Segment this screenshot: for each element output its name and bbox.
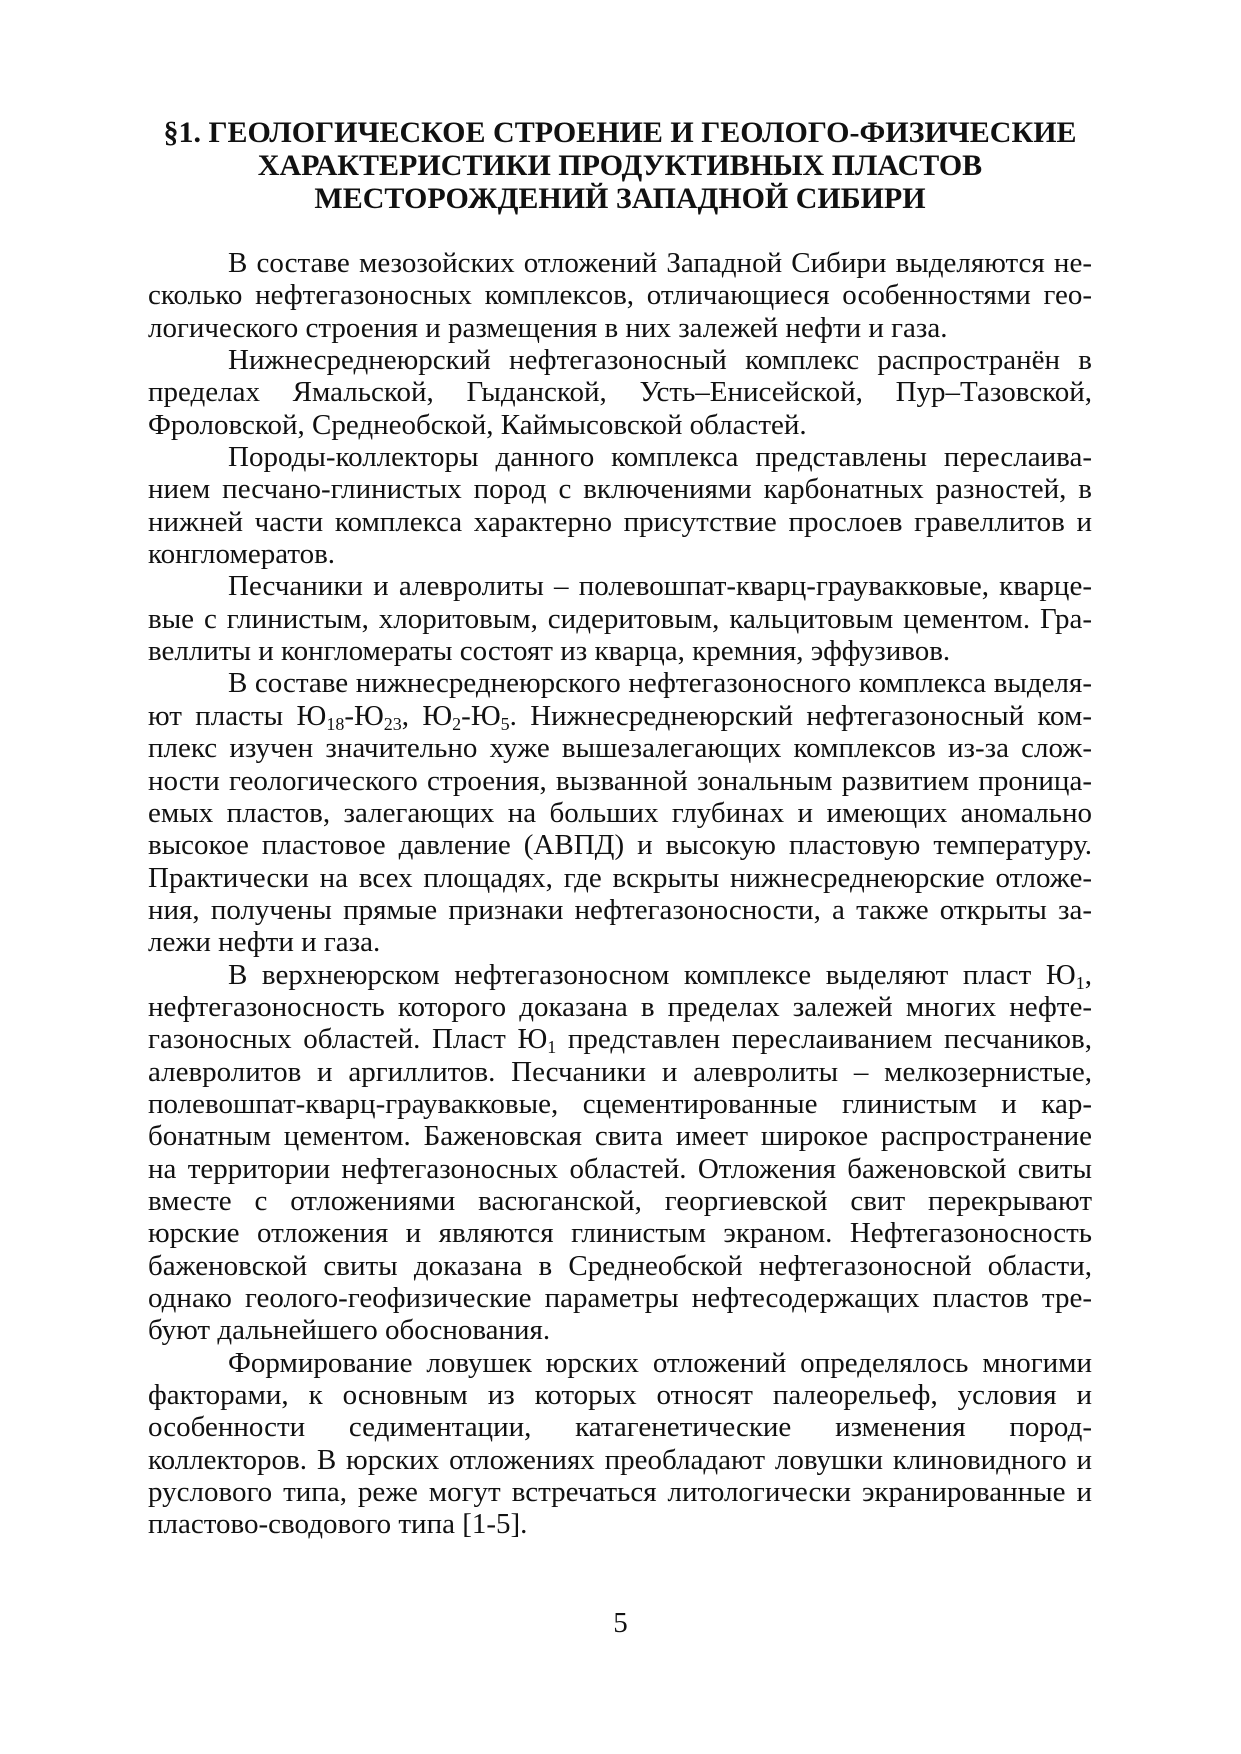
paragraph-layers-u18-u5 xyxy=(148,667,1092,958)
text-run: . Нижнесреднеюрский нефтегазоносный комплекс изучен значительно хуже вышезалегающих комплексов из-за сложности геологического строения, вызванной зональным развитием проницаемых пластов, залегающих на больших глубинах и имеющих аномально высокое пластовое давление (АВПД) и высокую пластовую температуру. Практически на всех площадях, где вскрыты нижнесреднеюрские отложения, получены прямые признаки нефтегазоносности, а также открыты залежи нефти и газа. xyxy=(148,699,1093,959)
paragraph-upper-jurassic xyxy=(148,959,1092,1347)
heading-line: ХАРАКТЕРИСТИКИ ПРОДУКТИВНЫХ ПЛАСТОВ xyxy=(257,149,983,182)
text-run: В составе нижнесреднеюрского нефтегазоносного комплекса выделяют пласты Ю xyxy=(148,667,1092,732)
subscript: 1 xyxy=(1075,972,1085,993)
text-run: -Ю xyxy=(344,699,384,732)
paragraph-reservoir-rocks: Породы-коллекторы данного комплекса представлены переслаиванием песчано-глинистых пород с включениями карбонатных разностей, в нижней части комплекса характерно присутствие прослоев гравеллитов и конгломератов. xyxy=(148,441,1092,571)
text-run: , Ю xyxy=(401,699,453,732)
subscript: 2 xyxy=(452,713,462,734)
text-run: -Ю xyxy=(461,699,501,732)
page-number: 5 xyxy=(613,1607,628,1639)
paragraph-mesozoic-complexes: В составе мезозойских отложений Западной Сибири выделяются несколько нефтегазоносных комплексов, отличающиеся особенностями геологического строения и размещения в них залежей нефти и газа. xyxy=(148,247,1092,344)
text-run: представлен переслаиванием песчаников, алевролитов и аргиллитов. Песчаники и алевролиты – мелкозернистые, полевошпат-кварц-граувакковые, сцементированные глинистым и карбонатным цементом. Баженовская свита имеет широкое распространение на территории нефтегазоносных областей. Отложения баженовской свиты вместе с отложениями васюганской, георгиевской свит перекрывают юрские отложения и являются глинистым экраном. Нефтегазоносность баженовской свиты доказана в Среднеобской нефтегазоносной области, однако геолого-геофизические параметры нефтесодержащих пластов требуют дальнейшего обоснования. xyxy=(148,1023,1092,1347)
paragraph-sandstones: Песчаники и алевролиты – полевошпат-кварц-граувакковые, кварцевые с глинистым, хлоритовым, сидеритовым, кальцитовым цементом. Гравеллиты и конгломераты состоят из кварца, кремния, эффузивов. xyxy=(148,570,1092,668)
heading-line: МЕСТОРОЖДЕНИЙ ЗАПАДНОЙ СИБИРИ xyxy=(314,182,926,215)
text-run: В верхнеюрском нефтегазоносном комплексе выделяют пласт Ю xyxy=(228,958,1076,991)
heading-line: §1. ГЕОЛОГИЧЕСКОЕ СТРОЕНИЕ И ГЕОЛОГО-ФИЗИЧЕСКИЕ xyxy=(163,116,1077,149)
subscript: 18 xyxy=(326,713,345,734)
section-heading xyxy=(148,116,1092,215)
subscript: 23 xyxy=(383,713,402,734)
paragraph-trap-formation: Формирование ловушек юрских отложений определялось многими факторами, к основным из которых относят палеорельеф, условия и особенности седиментации, катагенетические изменения пород-коллекторов. В юрских отложениях преобладают ловушки клиновидного и руслового типа, реже могут встречаться литологически экранированные и пластово-сводового типа [1-5]. xyxy=(148,1346,1092,1541)
text-run: , нефтегазоносность которого доказана в пределах залежей многих нефтегазоносных областей. Пласт Ю xyxy=(148,958,1092,1056)
subscript: 5 xyxy=(500,713,510,734)
paragraph-lower-middle-jurassic-extent: Нижнесреднеюрский нефтегазоносный комплекс распространён в пределах Ямальской, Гыданской, Усть–Енисейской, Пур–Тазовской, Фроловской, Среднеобской, Каймысовской областей. xyxy=(148,344,1092,441)
subscript: 1 xyxy=(547,1037,557,1058)
body-text xyxy=(148,247,1092,1541)
